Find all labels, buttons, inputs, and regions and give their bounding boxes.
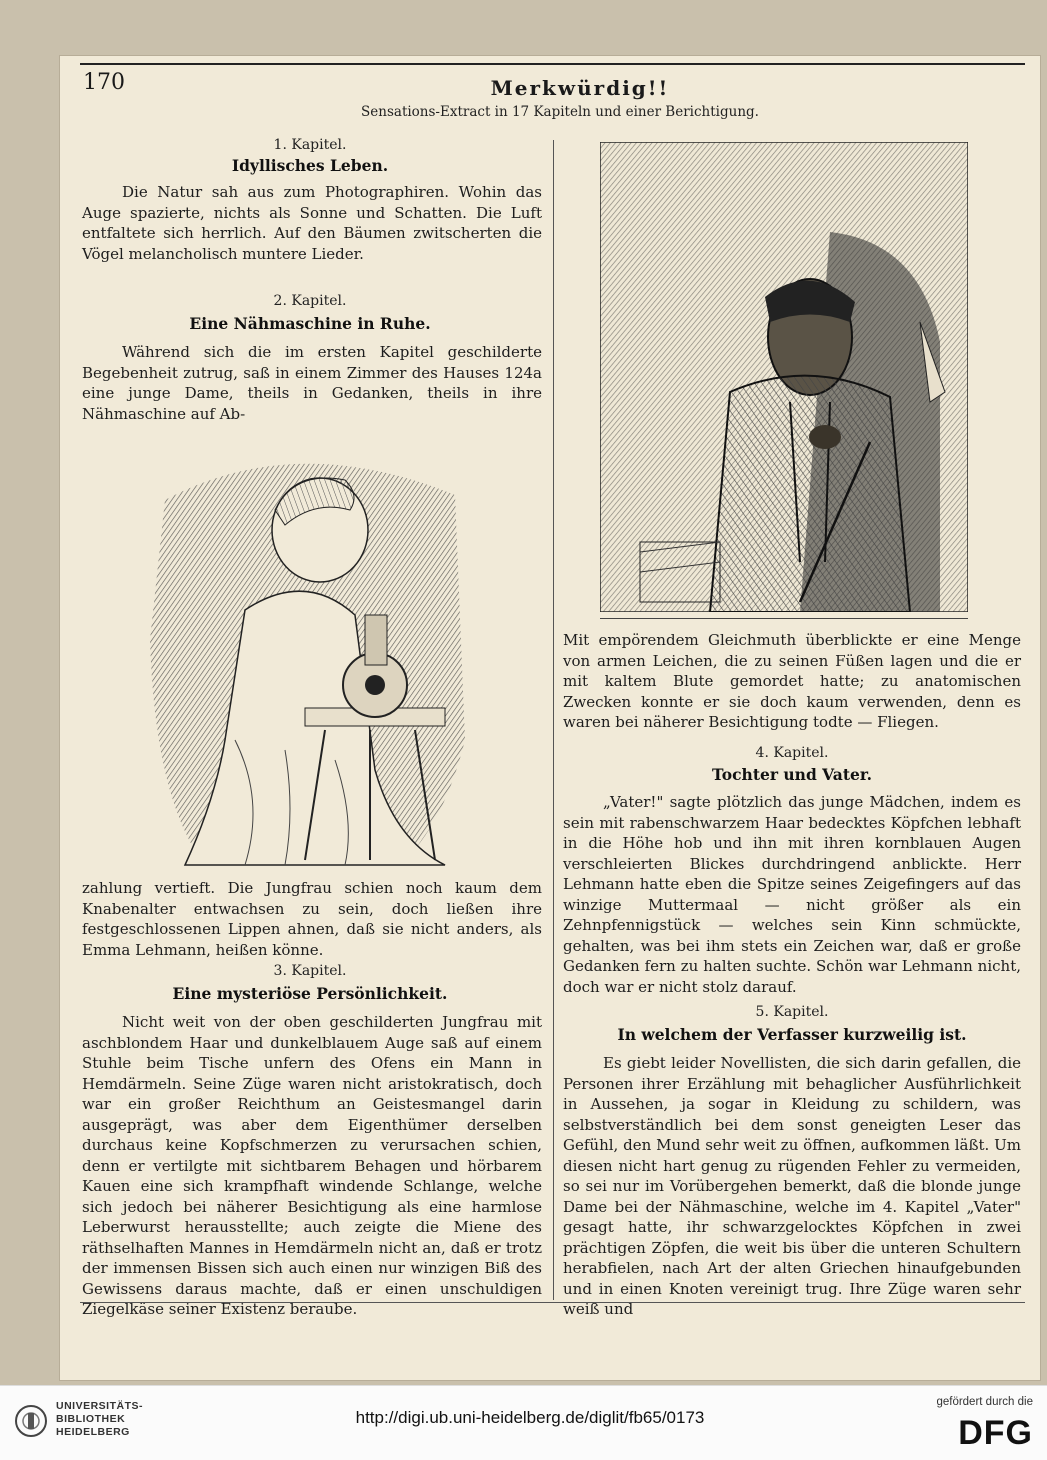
page-number: 170 [83, 70, 125, 95]
chapter-3-text: Nicht weit von der oben geschilderten Jungfrau mit aschblondem Haar und dunkelblauem Auge saß auf einem Stuhle beim Tische unfern des Ofens ein Mann in Hemdärmeln. Seine Züge waren nicht aristokratisch, doch war ein großer Reichthum an Geistesmangel darin ausgeprägt, was aber dem Eigenthümer derselben durchaus keine Kopfschmerzen zu verursachen schien, denn er vertilgte mit sichtbarem Behagen und hörbarem Kauen eine sich krampfhaft windende Schlange, welche sich jedoch bei näherer Besichtigung als eine harmlose Leberwurst herausstellte; auch zeigte die Miene des räthselhaften Mannes in Hemdärmeln nicht an, daß er trotz der immensen Bissen sich auch einen nur winzigen Biß des Gewissens daraus machte, daß er einen unschuldigen Ziegelkäse seiner Existenz beraube. [82, 1013, 542, 1318]
page-bottom-rule [80, 1302, 1025, 1303]
chapter-1-text: Die Natur sah aus zum Photographiren. Wohin das Auge spazierte, nichts als Sonne und Schatten. Die Luft entfaltete sich herrlich. Auf den Bäumen zwitscherten die Vögel melancholisch muntere Lieder. [82, 183, 542, 263]
header-rule [80, 63, 1025, 65]
chapter-1-title: Idyllisches Leben. [231, 156, 389, 175]
article-title: Merkwürdig!! [490, 76, 670, 100]
library-name-line3: HEIDELBERG [56, 1426, 130, 1438]
chapter-3-text-continued: Mit empörendem Gleichmuth überblickte er eine Menge von armen Leichen, die zu seinen Füßen lagen und die er mit kaltem Blute gemordet hatte; zu anatomischen Zwecken konnte er sie doch kaum verwenden, denn es waren bei näherer Besichtigung todte — Fliegen. [563, 631, 1021, 731]
chapter-4-number: 4. Kapitel. [755, 745, 829, 761]
chapter-2-text-continued: zahlung vertieft. Die Jungfrau schien noch kaum dem Knabenalter entwachsen zu sein, doch ließen ihre festgeschlossenen Lippen ahnen, daß sie nicht anders, als Emma Lehmann, heißen könne. [82, 879, 542, 959]
chapter-5-text: Es giebt leider Novellisten, die sich darin gefallen, die Personen ihrer Erzählung mit behaglicher Ausführlichkeit in Aussehen, ja sogar in Kleidung zu schildern, was selbstverständlich bei dem sonst geneigten Leser das Gefühl, den Mund sehr weit zu öffnen, aufkommen läßt. Um diesen nicht hart genug zu rügenden Fehler zu vermeiden, so sei nur im Vorübergehen bemerkt, daß die blonde junge Dame bei der Nähmaschine, welche im 4. Kapitel „Vater" gesagt hatte, ihr schwarzgelocktes Köpfchen in zwei prächtigen Zöpfen, die weit bis über die unteren Schultern herabfielen, nach Art der alten Griechen hinaufgebunden und in einen Knoten vereinigt trug. Ihre Züge waren sehr weiß und [563, 1054, 1021, 1318]
library-name-line2: BIBLIOTHEK [56, 1413, 126, 1425]
chapter-4-text: „Vater!" sagte plötzlich das junge Mädchen, indem es sein mit rabenschwarzem Haar bedecktes Köpfchen lebhaft in die Höhe hob und ihn mit ihren kornblauen Augen verschleierten Blickes durchdringend anblickte. Herr Lehmann hatte eben die Spitze seines Zeigefingers auf das winzige Muttermaal — nicht größer als ein Zehnpfennigstück — welches sein Kinn schmückte, gehalten, was bei ihm stets ein Zeichen war, daß er große Gedanken fern zu halten suchte. Schön war Lehmann nicht, doch war er nicht stolz darauf. [563, 793, 1021, 996]
chapter-5-number: 5. Kapitel. [755, 1004, 829, 1020]
chapter-1-number: 1. Kapitel. [273, 137, 347, 153]
chapter-2-number: 2. Kapitel. [273, 293, 347, 309]
chapter-2-text: Während sich die im ersten Kapitel geschilderte Begebenheit zutrug, saß in einem Zimmer des Hauses 124a eine junge Dame, theils in Gedanken, theils in ihre Nähmaschine auf Ab- [82, 343, 542, 423]
university-seal-icon [14, 1404, 48, 1438]
permalink-url[interactable]: http://digi.ub.uni-heidelberg.de/diglit/fb65/0173 [355, 1408, 705, 1427]
chapter-5-title: In welchem der Verfasser kurzweilig ist. [617, 1025, 967, 1044]
man-eating-illustration [600, 142, 968, 612]
funding-note: gefördert durch die [936, 1396, 1033, 1408]
chapter-3-title: Eine mysteriöse Persönlichkeit. [172, 984, 448, 1003]
viewer-footer [0, 1385, 1047, 1460]
column-divider [553, 140, 554, 1300]
sewing-woman-illustration [145, 440, 475, 875]
chapter-2-title: Eine Nähmaschine in Ruhe. [189, 314, 431, 333]
dfg-logo: DFG [958, 1414, 1033, 1452]
chapter-3-number: 3. Kapitel. [273, 963, 347, 979]
library-name-line1: UNIVERSITÄTS- [56, 1400, 144, 1412]
illustration-rule [600, 618, 968, 619]
article-subtitle: Sensations-Extract in 17 Kapiteln und einer Berichtigung. [361, 104, 759, 120]
chapter-4-title: Tochter und Vater. [712, 765, 872, 784]
